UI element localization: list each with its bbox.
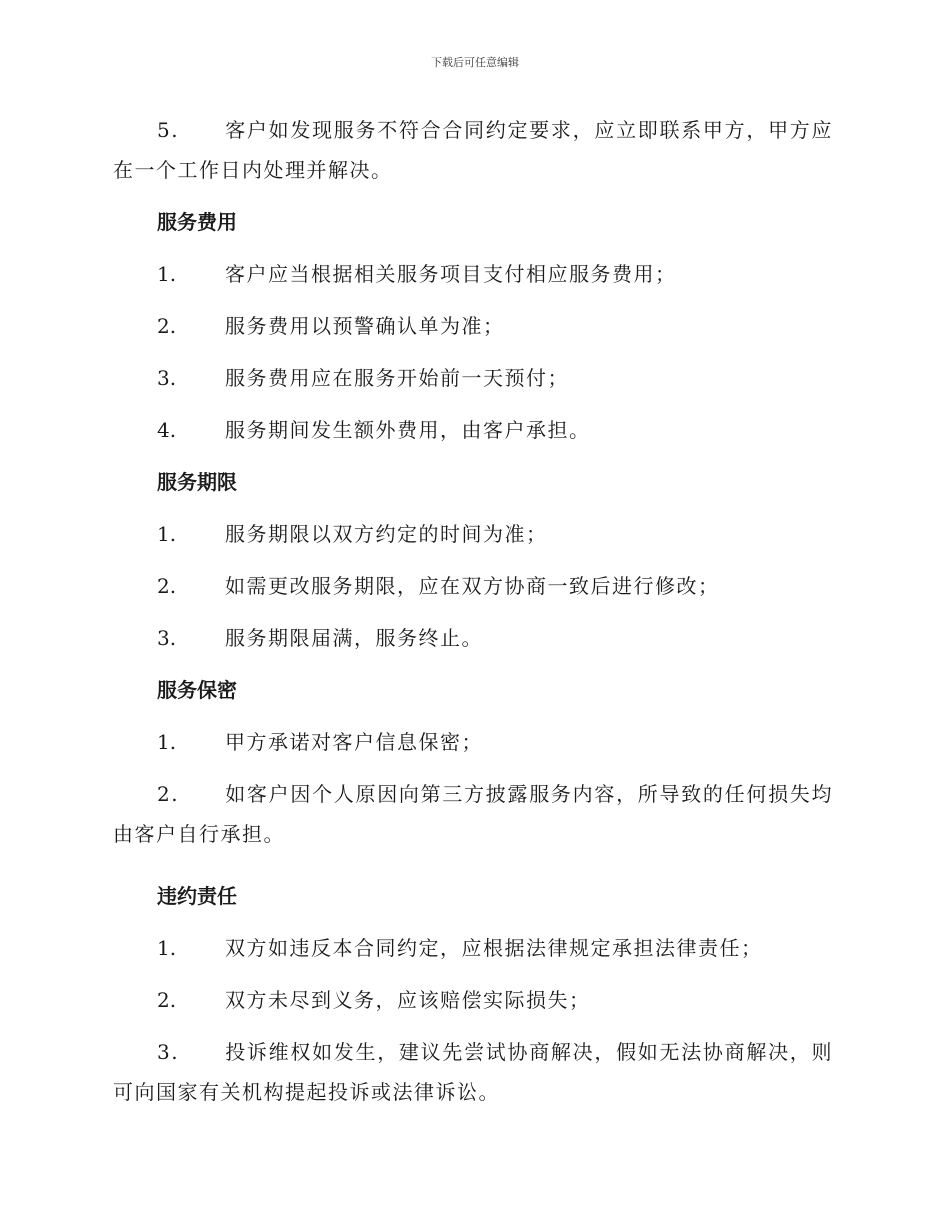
- clause-item: [113, 1032, 833, 1112]
- clause-text: 服务费用应在服务开始前一天预付；: [225, 366, 569, 390]
- clause-item: [113, 618, 833, 658]
- clause-item: [113, 410, 833, 450]
- clause-number: 2.: [157, 314, 177, 338]
- clause-text: 服务期限以双方约定的时间为准；: [225, 522, 548, 546]
- clause-item: [113, 306, 833, 346]
- clause-text: 客户应当根据相关服务项目支付相应服务费用；: [225, 262, 677, 286]
- clause-item: [113, 928, 833, 968]
- section-heading-fees: 服务费用: [157, 210, 237, 234]
- section-heading-term: 服务期限: [157, 470, 237, 494]
- clause-text: 服务期间发生额外费用，由客户承担。: [225, 418, 591, 442]
- clause-item: [113, 722, 833, 762]
- page-header: 下载后可任意编辑: [431, 56, 519, 69]
- section-heading-breach: 违约责任: [157, 884, 237, 908]
- clause-number: 4.: [157, 418, 177, 442]
- clause-number: 5.: [157, 118, 180, 142]
- clause-number: 3.: [157, 626, 177, 650]
- clause-number: 1.: [157, 730, 177, 754]
- clause-text: 如需更改服务期限，应在双方协商一致后进行修改；: [225, 574, 720, 598]
- document-body: [113, 110, 833, 1124]
- clause-number: 2.: [157, 782, 180, 806]
- clause-number: 1.: [157, 262, 177, 286]
- clause-number: 3.: [157, 1040, 180, 1064]
- clause-item: [113, 514, 833, 554]
- clause-text: 投诉维权如发生，建议先尝试协商解决，假如无法协商解决，则可向国家有关机构提起投诉或法律诉讼。: [113, 1040, 833, 1104]
- clause-text: 甲方承诺对客户信息保密；: [225, 730, 483, 754]
- clause-text: 服务费用以预警确认单为准；: [225, 314, 505, 338]
- clause-text: 客户如发现服务不符合合同约定要求，应立即联系甲方，甲方应在一个工作日内处理并解决。: [113, 118, 833, 182]
- clause-item: [113, 774, 833, 854]
- clause-item: [113, 566, 833, 606]
- section-heading-secrecy: 服务保密: [157, 678, 237, 702]
- clause-text: 服务期限届满，服务终止。: [225, 626, 483, 650]
- clause-number: 1.: [157, 936, 177, 960]
- clause-item: [113, 110, 833, 190]
- clause-number: 2.: [157, 574, 177, 598]
- clause-number: 2.: [157, 988, 177, 1012]
- clause-number: 3.: [157, 366, 177, 390]
- clause-text: 双方如违反本合同约定，应根据法律规定承担法律责任；: [225, 936, 763, 960]
- clause-text: 双方未尽到义务，应该赔偿实际损失；: [225, 988, 591, 1012]
- clause-number: 1.: [157, 522, 177, 546]
- clause-item: [113, 358, 833, 398]
- clause-text: 如客户因个人原因向第三方披露服务内容，所导致的任何损失均由客户自行承担。: [113, 782, 833, 846]
- clause-item: [113, 254, 833, 294]
- clause-item: [113, 980, 833, 1020]
